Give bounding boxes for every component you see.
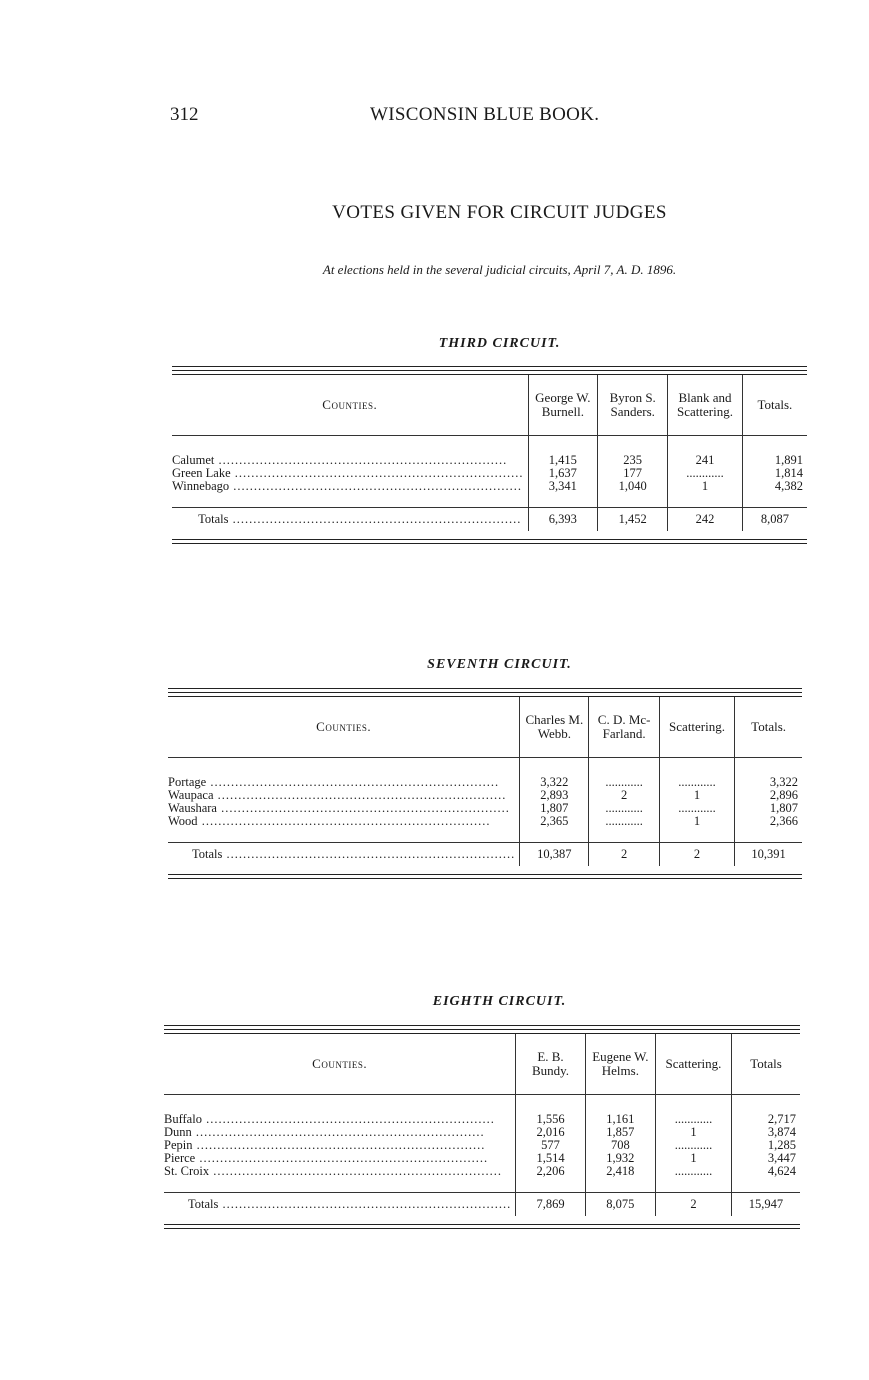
column-header: Blank and Scattering. (668, 375, 743, 435)
cell: 242 (668, 507, 743, 531)
cell: 3,447 (731, 1152, 800, 1165)
cell: 1 (668, 480, 743, 493)
cell: 4,382 (742, 480, 807, 493)
county-name: Waushara ..... (168, 802, 510, 815)
cell: 1,807 (520, 802, 589, 815)
cell: ............ (655, 1165, 731, 1178)
table-seventh-circuit (168, 688, 802, 879)
cell: 15,947 (731, 1192, 800, 1216)
cell: 1,891 (742, 450, 807, 467)
cell: ............ (668, 467, 743, 480)
cell: 1 (659, 815, 734, 828)
cell: 235 (598, 450, 668, 467)
header-row (168, 697, 802, 757)
county-name: Pierce ..... (164, 1152, 488, 1165)
cell: 1 (659, 789, 734, 802)
cell: 3,874 (731, 1126, 800, 1139)
cell: 7,869 (516, 1192, 586, 1216)
document-title: VOTES GIVEN FOR CIRCUIT JUDGES (332, 202, 667, 223)
table-row (172, 450, 807, 467)
circuit-title-eighth: EIGHTH CIRCUIT. (432, 994, 567, 1009)
cell: 1,807 (735, 802, 802, 815)
table-row (168, 789, 802, 802)
county-name: Dunn ..... (164, 1126, 485, 1139)
cell: 577 (516, 1139, 586, 1152)
column-header: Eugene W. Helms. (585, 1034, 655, 1094)
cell: ............ (659, 772, 734, 789)
cell: 241 (668, 450, 743, 467)
cell: 2,366 (735, 815, 802, 828)
header-row (172, 375, 807, 435)
votes-table (172, 375, 807, 531)
column-header: E. B. Bundy. (516, 1034, 586, 1094)
circuit-title-third: THIRD CIRCUIT. (438, 336, 561, 351)
header-row (164, 1034, 800, 1094)
county-name: Calumet ..... (172, 453, 507, 467)
table-row (168, 772, 802, 789)
top-rule (168, 688, 802, 693)
table-row (168, 802, 802, 815)
votes-table (168, 697, 802, 866)
cell: ............ (655, 1109, 731, 1126)
table-row (172, 480, 807, 493)
county-name: Green Lake ..... (172, 467, 524, 480)
column-header-counties: Counties. (164, 1034, 516, 1094)
county-name: Portage ..... (168, 775, 499, 789)
cell: 1 (655, 1152, 731, 1165)
cell: 2 (589, 789, 659, 802)
column-header: Totals (731, 1034, 800, 1094)
table-third-circuit (172, 366, 807, 544)
cell: 177 (598, 467, 668, 480)
cell: 2 (655, 1192, 731, 1216)
totals-row (164, 1192, 800, 1216)
totals-label: Totals ..... (198, 512, 521, 526)
county-name: Wood ..... (168, 815, 490, 828)
table-row (164, 1165, 800, 1178)
column-header: George W. Burnell. (528, 375, 598, 435)
circuit-title-seventh: SEVENTH CIRCUIT. (427, 657, 572, 672)
county-name: Waupaca ..... (168, 789, 506, 802)
cell: 6,393 (528, 507, 598, 531)
column-header-counties: Counties. (172, 375, 528, 435)
cell: 8,075 (585, 1192, 655, 1216)
cell: ............ (655, 1139, 731, 1152)
running-head: WISCONSIN BLUE BOOK. (370, 104, 600, 125)
cell: 10,387 (520, 842, 589, 866)
cell: ............ (589, 772, 659, 789)
table-row (164, 1109, 800, 1126)
cell: 1,415 (528, 450, 598, 467)
cell: 2 (589, 842, 659, 866)
cell: 1,637 (528, 467, 598, 480)
cell: 2 (659, 842, 734, 866)
county-name: Buffalo ..... (164, 1112, 495, 1126)
page-number: 312 (170, 104, 199, 125)
cell: 3,341 (528, 480, 598, 493)
column-header: Totals. (742, 375, 807, 435)
cell: ............ (659, 802, 734, 815)
table-row (164, 1126, 800, 1139)
totals-label: Totals ..... (192, 847, 515, 861)
table-row (172, 467, 807, 480)
cell: 2,206 (516, 1165, 586, 1178)
cell: 2,717 (731, 1109, 800, 1126)
cell: 2,365 (520, 815, 589, 828)
totals-row (172, 507, 807, 531)
top-rule (172, 366, 807, 371)
bottom-rule (168, 874, 802, 879)
cell: 2,893 (520, 789, 589, 802)
cell: 2,016 (516, 1126, 586, 1139)
votes-table (164, 1034, 800, 1216)
cell: 1,857 (585, 1126, 655, 1139)
cell: ............ (589, 815, 659, 828)
cell: 1,161 (585, 1109, 655, 1126)
cell: 10,391 (735, 842, 802, 866)
county-name: Winnebago ..... (172, 480, 522, 493)
totals-row (168, 842, 802, 866)
bottom-rule (172, 539, 807, 544)
table-row (168, 815, 802, 828)
table-row (164, 1152, 800, 1165)
cell: 2,896 (735, 789, 802, 802)
top-rule (164, 1025, 800, 1030)
table-eighth-circuit (164, 1025, 800, 1229)
column-header: Scattering. (659, 697, 734, 757)
cell: 1 (655, 1126, 731, 1139)
cell: 1,932 (585, 1152, 655, 1165)
column-header: Scattering. (655, 1034, 731, 1094)
bottom-rule (164, 1224, 800, 1229)
cell: 3,322 (520, 772, 589, 789)
cell: 3,322 (735, 772, 802, 789)
cell: 1,514 (516, 1152, 586, 1165)
county-name: St. Croix ..... (164, 1165, 502, 1178)
column-header-counties: Counties. (168, 697, 520, 757)
cell: 2,418 (585, 1165, 655, 1178)
cell: 8,087 (742, 507, 807, 531)
cell: 1,040 (598, 480, 668, 493)
cell: ............ (589, 802, 659, 815)
table-row (164, 1139, 800, 1152)
column-header: Charles M. Webb. (520, 697, 589, 757)
cell: 1,285 (731, 1139, 800, 1152)
cell: 1,556 (516, 1109, 586, 1126)
cell: 1,452 (598, 507, 668, 531)
cell: 4,624 (731, 1165, 800, 1178)
column-header: C. D. Mc-Farland. (589, 697, 659, 757)
document-subtitle: At elections held in the several judicial circuits, April 7, A. D. 1896. (322, 262, 677, 277)
column-header: Totals. (735, 697, 802, 757)
totals-label: Totals ..... (188, 1197, 511, 1211)
cell: 1,814 (742, 467, 807, 480)
cell: 708 (585, 1139, 655, 1152)
column-header: Byron S. Sanders. (598, 375, 668, 435)
county-name: Pepin ..... (164, 1139, 485, 1152)
